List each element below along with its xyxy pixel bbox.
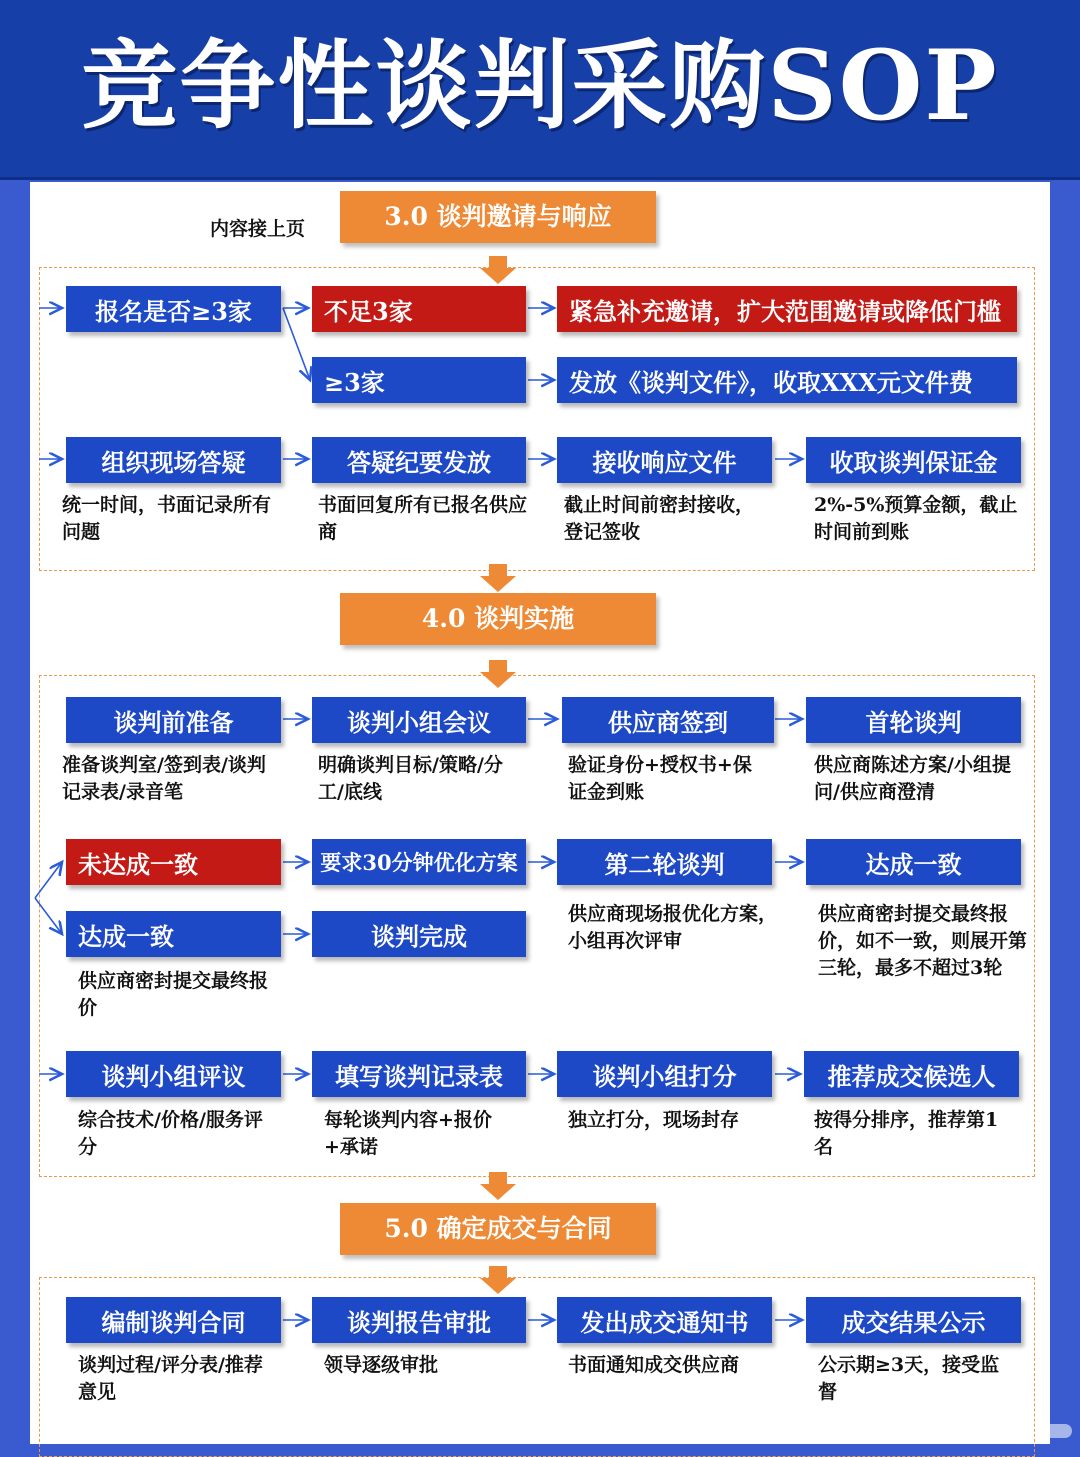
supplement-invite-box: 紧急补充邀请，扩大范围邀请或降低门槛 — [557, 286, 1017, 332]
step-description: 供应商陈述方案/小组提问/供应商澄清 — [814, 752, 1019, 806]
down-arrow-icon — [480, 1266, 516, 1294]
step-description: 统一时间，书面记录所有问题 — [62, 492, 277, 546]
step-description: 每轮谈判内容+报价+承诺 — [324, 1107, 524, 1161]
step-box: 接收响应文件 — [557, 437, 772, 483]
stage-3-header: 3.0 谈判邀请与响应 — [340, 191, 656, 243]
step-description: 明确谈判目标/策略/分工/底线 — [318, 752, 528, 806]
issue-documents-box: 发放《谈判文件》，收取XXX元文件费 — [557, 357, 1017, 403]
step-box: 发出成交通知书 — [557, 1297, 772, 1343]
not-agreed-box: 未达成一致 — [66, 839, 281, 885]
step-box: 答疑纪要发放 — [312, 437, 526, 483]
down-arrow-icon — [480, 1172, 516, 1200]
step-box: 推荐成交候选人 — [804, 1051, 1019, 1097]
continued-note: 内容接上页 — [210, 214, 305, 241]
step-box: 谈判小组评议 — [66, 1051, 281, 1097]
down-arrow-icon — [480, 660, 516, 688]
down-arrow-icon — [480, 564, 516, 592]
step-description: 供应商密封提交最终报价，如不一致，则展开第三轮，最多不超过3轮 — [818, 901, 1028, 982]
step-box: 谈判报告审批 — [312, 1297, 526, 1343]
step-description: 书面回复所有已报名供应商 — [318, 492, 528, 546]
step-description: 独立打分，现场封存 — [568, 1107, 778, 1134]
step-description: 2%-5%预算金额，截止时间前到账 — [814, 492, 1019, 546]
stage-5-header: 5.0 确定成交与合同 — [340, 1203, 656, 1255]
step-description: 按得分排序，推荐第1名 — [814, 1107, 1014, 1161]
stage-4-header: 4.0 谈判实施 — [340, 593, 656, 645]
step-description: 谈判过程/评分表/推荐意见 — [78, 1352, 278, 1406]
at-least-3-box: ≥3家 — [312, 357, 526, 403]
step-box: 供应商签到 — [562, 697, 774, 743]
watermark-badge — [1042, 1424, 1072, 1438]
step-description: 验证身份+授权书+保证金到账 — [568, 752, 768, 806]
arrow-branch — [35, 862, 62, 898]
less-than-3-box: 不足3家 — [312, 286, 526, 332]
step-description: 准备谈判室/签到表/谈判记录表/录音笔 — [62, 752, 277, 806]
agreed-final-box: 达成一致 — [806, 839, 1021, 885]
second-round-box: 第二轮谈判 — [557, 839, 772, 885]
step-description: 供应商密封提交最终报价 — [78, 968, 273, 1022]
step-box: 收取谈判保证金 — [806, 437, 1021, 483]
step-description: 公示期≥3天，接受监督 — [818, 1352, 1013, 1406]
step-description: 领导逐级审批 — [324, 1352, 524, 1379]
step-box: 首轮谈判 — [806, 697, 1021, 743]
step-box: 编制谈判合同 — [66, 1297, 281, 1343]
step-description: 供应商现场报优化方案，小组再次评审 — [568, 901, 783, 955]
step-box: 填写谈判记录表 — [312, 1051, 526, 1097]
step-box: 谈判小组会议 — [312, 697, 526, 743]
step-box: 谈判小组打分 — [557, 1051, 772, 1097]
step-description: 书面通知成交供应商 — [568, 1352, 778, 1379]
agreed-box: 达成一致 — [66, 911, 281, 957]
step-box: 组织现场答疑 — [66, 437, 281, 483]
page-title: 竞争性谈判采购SOP — [0, 26, 1080, 146]
step-description: 截止时间前密封接收，登记签收 — [564, 492, 764, 546]
negotiation-done-box: 谈判完成 — [312, 911, 526, 957]
arrow-branch — [35, 898, 62, 934]
optimize-plan-box: 要求30分钟优化方案 — [312, 839, 526, 885]
step-description: 综合技术/价格/服务评分 — [78, 1107, 273, 1161]
step-box: 成交结果公示 — [806, 1297, 1021, 1343]
down-arrow-icon — [480, 256, 516, 284]
arrow-branch — [283, 308, 310, 380]
check-signup-box: 报名是否≥3家 — [66, 286, 281, 332]
step-box: 谈判前准备 — [66, 697, 281, 743]
